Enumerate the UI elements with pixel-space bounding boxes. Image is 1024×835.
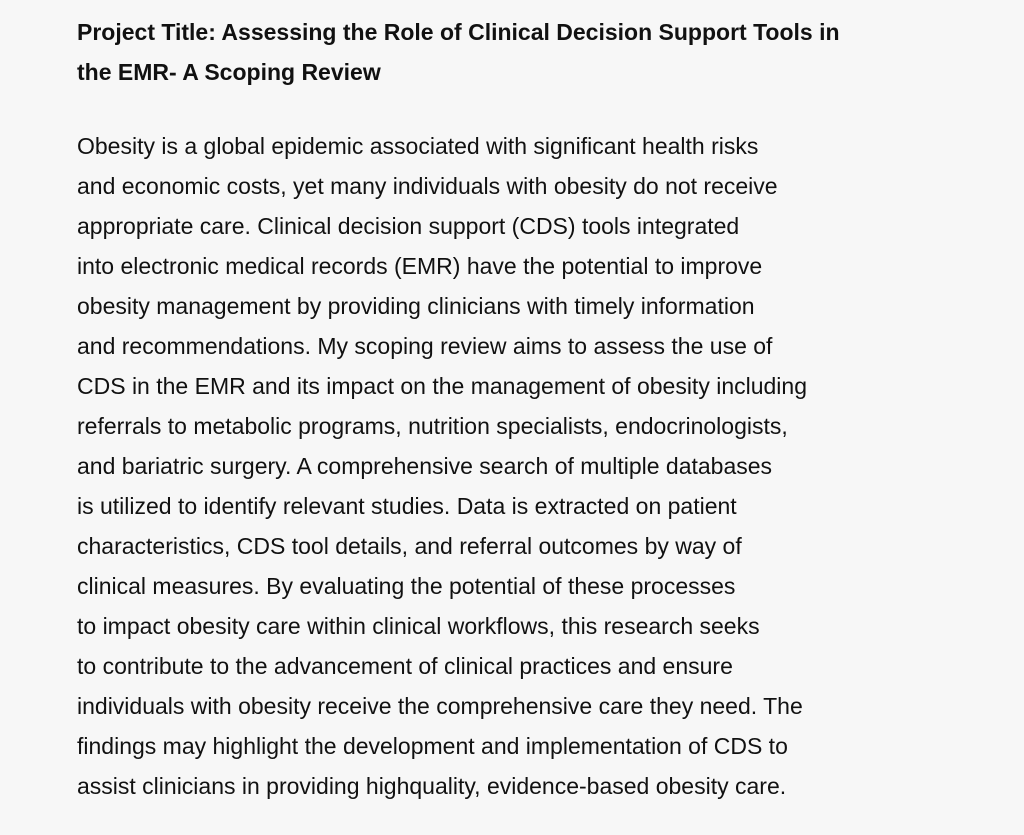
paragraph-line: appropriate care. Clinical decision support (CDS) tools integrated bbox=[77, 213, 740, 239]
paragraph-line: clinical measures. By evaluating the potential of these processes bbox=[77, 573, 736, 599]
paragraph-line: referrals to metabolic programs, nutrition specialists, endocrinologists, bbox=[77, 413, 788, 439]
paragraph-line: and economic costs, yet many individuals with obesity do not receive bbox=[77, 173, 778, 199]
paragraph-line: to contribute to the advancement of clinical practices and ensure bbox=[77, 653, 733, 679]
paragraph-line: into electronic medical records (EMR) have the potential to improve bbox=[77, 253, 763, 279]
paragraph-line: findings may highlight the development and implementation of CDS to bbox=[77, 733, 788, 759]
paragraph-line: individuals with obesity receive the comprehensive care they need. The bbox=[77, 693, 803, 719]
paragraph-line: to impact obesity care within clinical workflows, this research seeks bbox=[77, 613, 760, 639]
title-line: the EMR- A Scoping Review bbox=[77, 59, 381, 85]
paragraph-line: and bariatric surgery. A comprehensive search of multiple databases bbox=[77, 453, 773, 479]
paragraph-line: Obesity is a global epidemic associated with significant health risks bbox=[77, 133, 759, 159]
project-title bbox=[77, 12, 957, 92]
document-content bbox=[77, 12, 957, 806]
paragraph-line: characteristics, CDS tool details, and referral outcomes by way of bbox=[77, 533, 742, 559]
paragraph-line: CDS in the EMR and its impact on the management of obesity including bbox=[77, 373, 807, 399]
paragraph-line: is utilized to identify relevant studies. Data is extracted on patient bbox=[77, 493, 737, 519]
paragraph-line: and recommendations. My scoping review aims to assess the use of bbox=[77, 333, 773, 359]
title-line: Project Title: Assessing the Role of Clinical Decision Support Tools in bbox=[77, 19, 840, 45]
paragraph-line: assist clinicians in providing highquality, evidence-based obesity care. bbox=[77, 773, 787, 799]
abstract-paragraph bbox=[77, 126, 957, 806]
paragraph-line: obesity management by providing clinicians with timely information bbox=[77, 293, 755, 319]
